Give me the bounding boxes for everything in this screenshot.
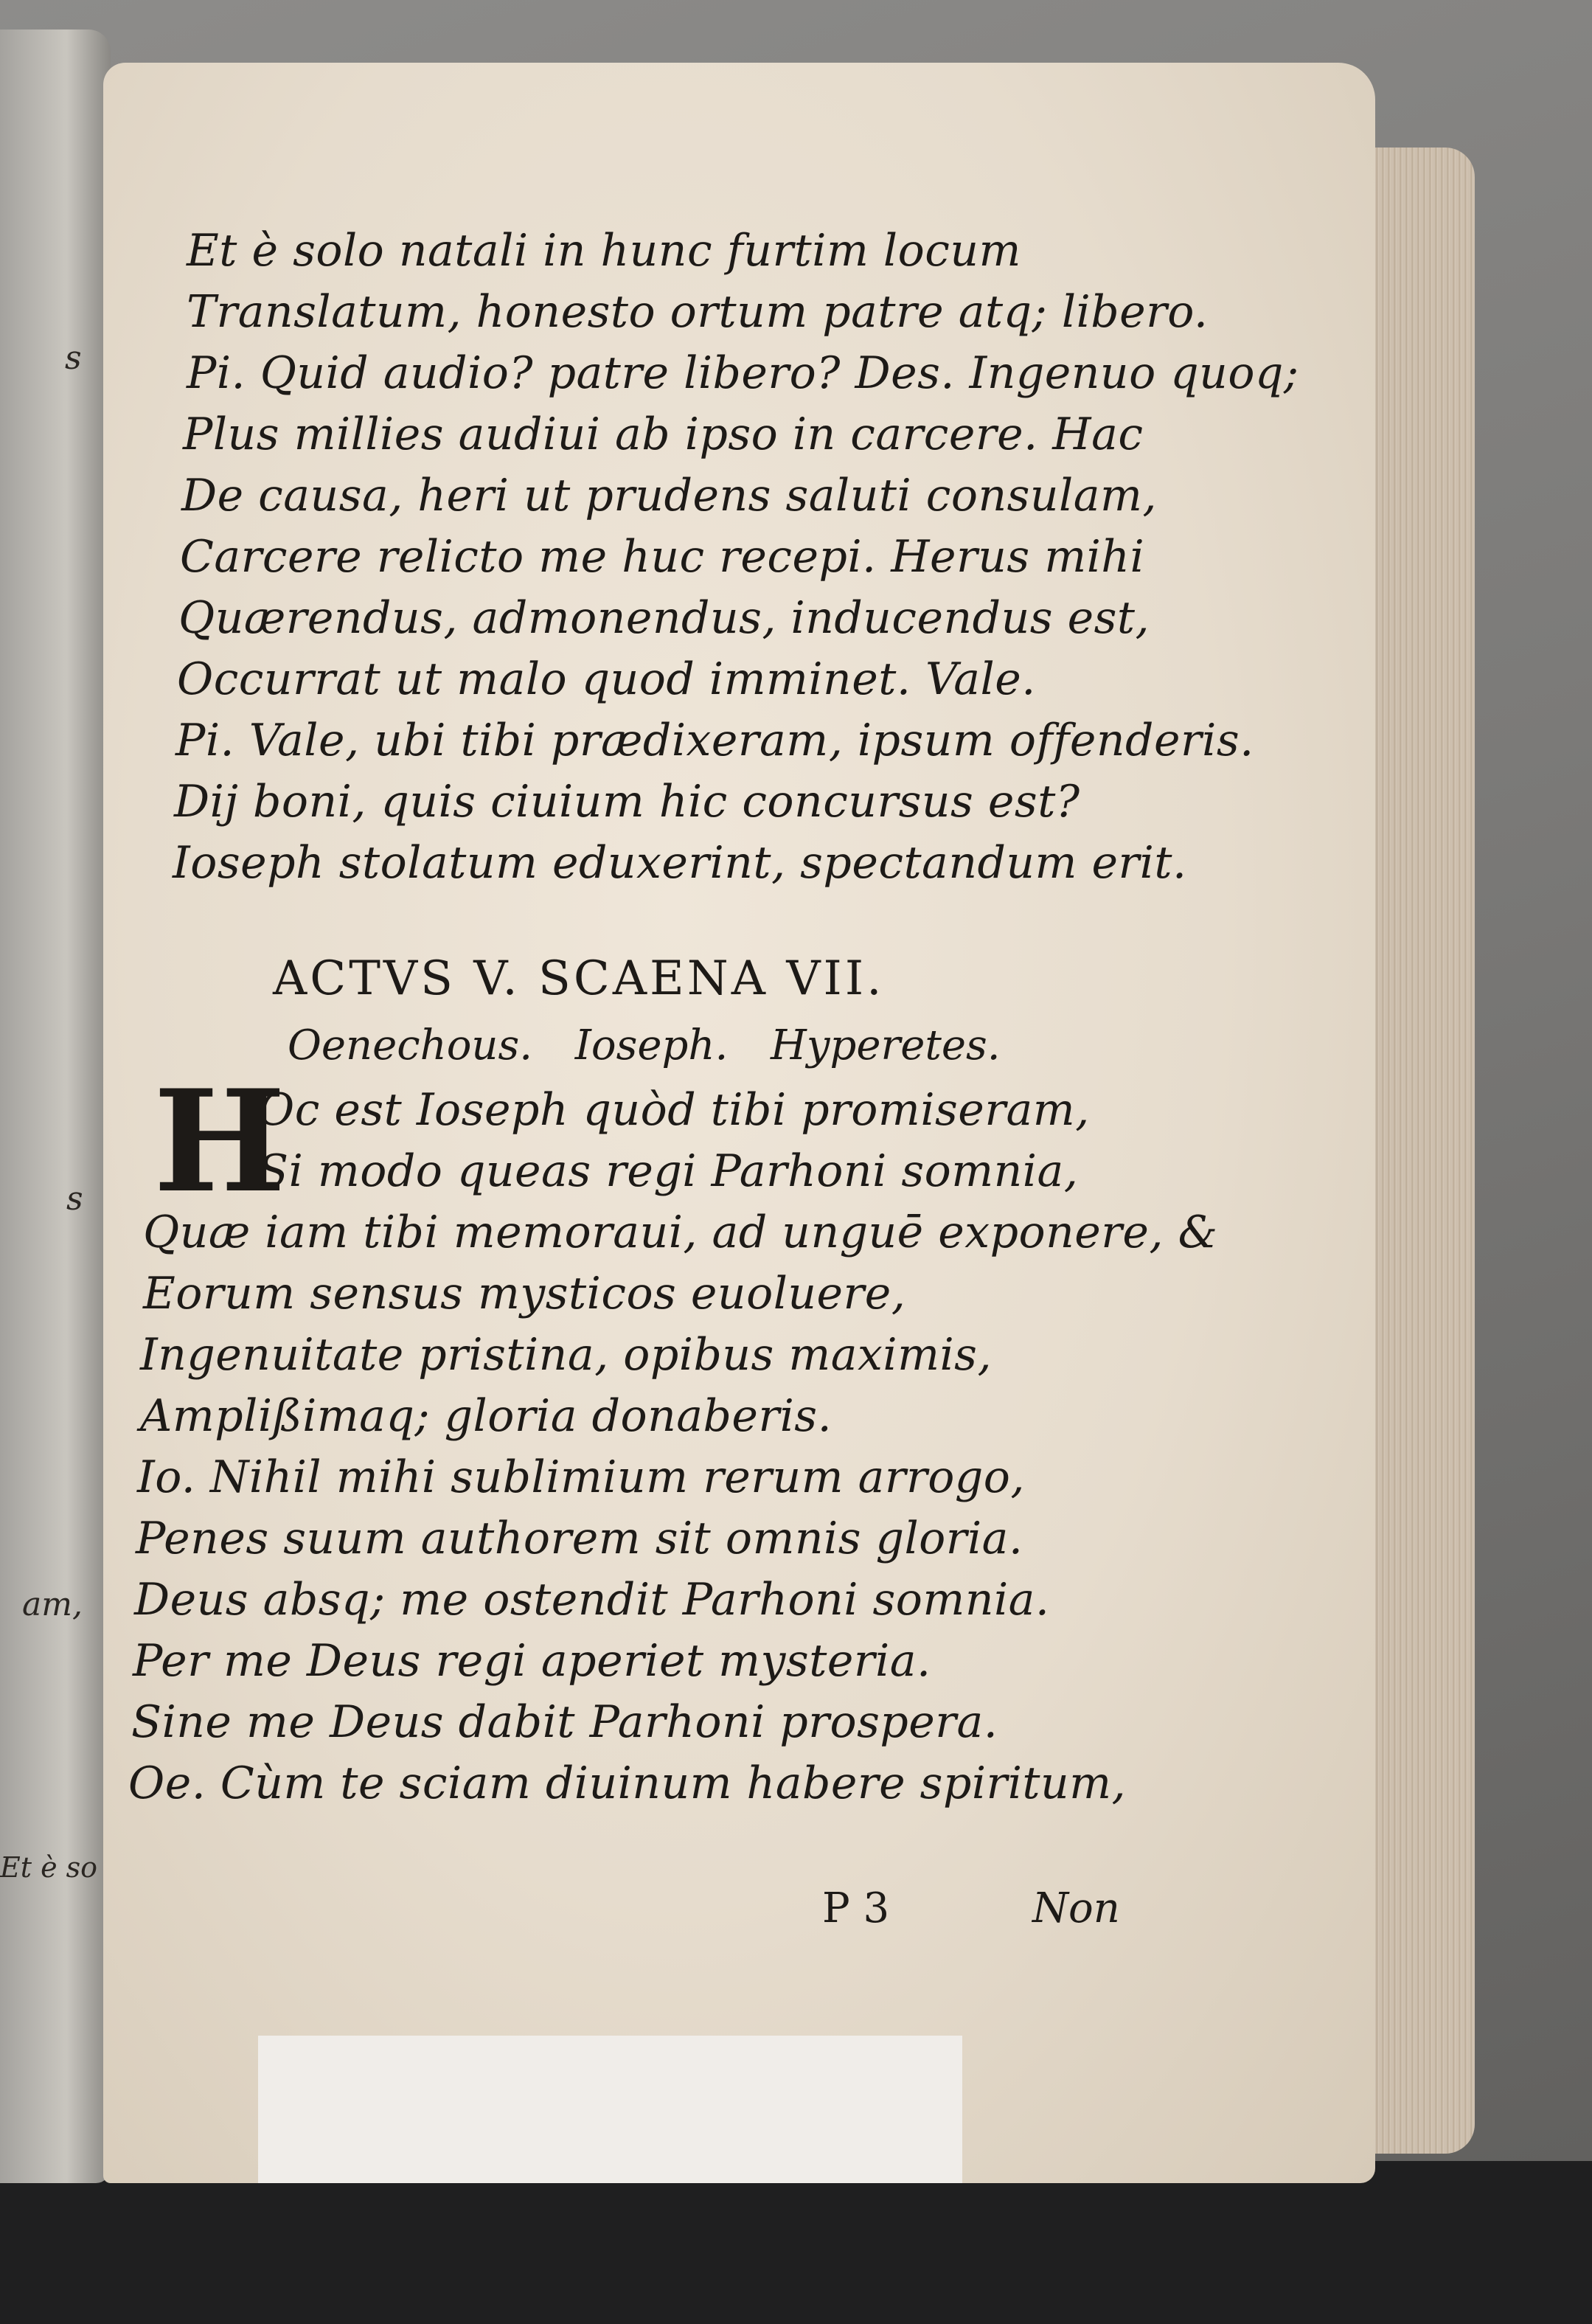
left-page-edge xyxy=(0,30,111,2183)
signature-mark: P 3 xyxy=(822,1884,890,1932)
verse-line: Oc est Ioseph quòd tibi promiseram, xyxy=(258,1084,1090,1136)
verse-line: Occurrat ut malo quod imminet. Vale. xyxy=(177,653,1036,705)
verse-line: Quærendus, admonendus, inducendus est, xyxy=(178,592,1150,644)
verse-line: De causa, heri ut prudens saluti consulam, xyxy=(181,470,1157,521)
verse-line: Quæ iam tibi memoraui, ad unguē exponere, & xyxy=(143,1207,1218,1258)
page-text xyxy=(103,63,1375,2183)
scene-heading: ACTVS V. SCAENA VII. xyxy=(273,951,885,1006)
book-page xyxy=(103,63,1375,2183)
verse-line: Ingenuitate pristina, opibus maximis, xyxy=(140,1329,993,1381)
verse-line: Translatum, honesto ortum patre atq; libero. xyxy=(187,286,1209,338)
redaction-box xyxy=(258,2036,962,2183)
verse-line: Per me Deus regi aperiet mysteria. xyxy=(133,1635,931,1687)
verse-line: Et è solo natali in hunc furtim locum xyxy=(187,225,1021,277)
speaker-list: Oenechous. Ioseph. Hyperetes. xyxy=(288,1021,1001,1069)
left-margin-fragment: s xyxy=(65,339,82,377)
verse-line: Sine me Deus dabit Parhoni prospera. xyxy=(131,1696,998,1748)
verse-line: Oe. Cùm te sciam diuinum habere spiritum, xyxy=(128,1758,1127,1809)
verse-line: Deus absq; me ostendit Parhoni somnia. xyxy=(134,1574,1050,1626)
left-margin-fragment: am, xyxy=(22,1586,83,1623)
verse-line: Dij boni, quis ciuium hic concursus est? xyxy=(174,776,1080,828)
verse-line: Pi. Quid audio? patre libero? Des. Ingenuo quoq; xyxy=(187,347,1299,399)
drop-cap: H xyxy=(153,1059,286,1224)
left-margin-fragment: Et è so xyxy=(0,1851,98,1884)
table-surface xyxy=(0,2161,1592,2324)
left-margin-fragment: s xyxy=(66,1180,83,1218)
verse-line: Ioseph stolatum eduxerint, spectandum erit. xyxy=(173,837,1187,889)
verse-line: Pi. Vale, ubi tibi prædixeram, ipsum offenderis. xyxy=(175,715,1254,766)
verse-line: Io. Nihil mihi sublimium rerum arrogo, xyxy=(137,1451,1025,1503)
verse-line: Si modo queas regi Parhoni somnia, xyxy=(258,1145,1079,1197)
verse-line: Penes suum authorem sit omnis gloria. xyxy=(136,1513,1023,1564)
verse-line: Eorum sensus mysticos euoluere, xyxy=(143,1268,906,1319)
catchword: Non xyxy=(1032,1884,1120,1932)
verse-line: Carcere relicto me huc recepi. Herus mihi xyxy=(180,531,1145,583)
verse-line: Plus millies audiui ab ipso in carcere. Hac xyxy=(183,409,1144,460)
verse-line: Amplißimaq; gloria donaberis. xyxy=(140,1390,833,1442)
